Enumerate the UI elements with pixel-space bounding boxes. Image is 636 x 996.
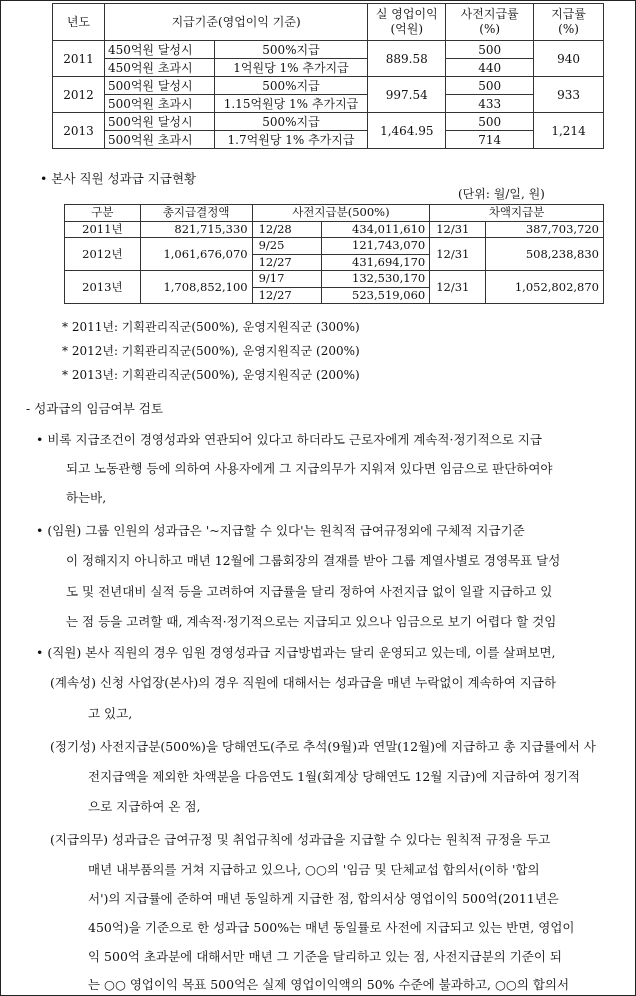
body-line: (정기성) 사전지급분(500%)을 당해연도(주로 추석(9월)과 연말(12월)에 지급하고 총 지급률에서 사 — [50, 739, 596, 754]
header-criteria: 지급기준(영업이익 기준) — [104, 4, 367, 41]
rule-cell: 500%지급 — [214, 113, 368, 131]
body-line: 는 ○○ 영업이익 목표 500억은 실제 영업이익액의 50% 수준에 불과하고, ○○의 합의서 — [88, 977, 570, 992]
date-cell: 12/28 — [252, 221, 322, 238]
total-cell: 821,715,330 — [140, 221, 252, 238]
bonus-criteria-table — [52, 3, 604, 149]
prepay-cell: 433 — [446, 95, 534, 113]
body-line: 익 500억 초과분에 대해서만 매년 그 기준을 달리하고 있는 점, 사전지급분의 기준이 되 — [88, 949, 562, 964]
condition-cell: 500억원 달성시 — [104, 77, 214, 95]
year-cell: 2012 — [53, 77, 105, 113]
year-cell: 2013년 — [65, 271, 141, 304]
amount-cell: 431,694,170 — [322, 254, 430, 271]
date-cell: 12/27 — [252, 254, 322, 271]
note-2012: * 2012년: 기획관리직군(500%), 운영지원직군 (200%) — [62, 344, 360, 358]
amount-cell: 132,530,170 — [322, 271, 430, 288]
condition-cell: 450억원 초과시 — [104, 59, 214, 77]
rule-cell: 1.7억원당 1% 추가지급 — [214, 131, 368, 149]
header-prepay-rate: 사전지급률 (%) — [446, 4, 534, 41]
date-cell: 9/25 — [252, 238, 322, 255]
unit-label: (단위: 월/일, 원) — [458, 187, 545, 201]
condition-cell: 500억원 달성시 — [104, 113, 214, 131]
date-cell: 9/17 — [252, 271, 322, 288]
staff-bonus-table — [64, 204, 604, 304]
table-header-row — [53, 4, 604, 41]
amount-cell: 434,011,610 — [322, 221, 430, 238]
date-cell: 12/27 — [252, 287, 322, 304]
prepay-cell: 500 — [446, 41, 534, 59]
date-cell: 12/31 — [430, 238, 486, 271]
rate-cell: 940 — [534, 41, 604, 77]
date-cell: 12/31 — [430, 221, 486, 238]
amount-cell: 523,519,060 — [322, 287, 430, 304]
body-line: 으로 지급하여 온 점, — [88, 799, 201, 814]
body-line: • (직원) 본사 직원의 경우 임원 경영성과급 지급방법과는 달리 운영되고 있는데, 이를 살펴보면, — [36, 645, 556, 660]
header-pay-rate: 지급률 (%) — [534, 4, 604, 41]
condition-cell: 500억원 초과시 — [104, 95, 214, 113]
year-cell: 2012년 — [65, 238, 141, 271]
review-heading: - 성과급의 임금여부 검토 — [26, 401, 163, 416]
note-2013: * 2013년: 기획관리직군(500%), 운영지원직군 (200%) — [62, 368, 360, 382]
rule-cell: 500%지급 — [214, 41, 368, 59]
diff-cell: 1,052,802,870 — [486, 271, 604, 304]
body-line: 매년 내부품의를 거쳐 지급하고 있으나, ○○의 '임금 및 단체교섭 합의서(이하 '합의 — [88, 862, 540, 877]
body-line: (지급의무) 성과급은 급여규정 및 취업규칙에 성과급을 지급할 수 있다는 원칙적 규정을 두고 — [50, 832, 551, 847]
body-line: 450억)을 기준으로 한 성과급 500%는 매년 동일률로 사전에 지급되고 있는 반면, 영업이 — [88, 920, 575, 935]
amount-cell: 121,743,070 — [322, 238, 430, 255]
year-cell: 2013 — [53, 113, 105, 149]
header-category: 구분 — [65, 205, 141, 222]
body-line: • (임원) 그룹 인원의 성과급은 '~지급할 수 있다'는 원칙적 급여규정외에 구체적 지급기준 — [36, 523, 525, 538]
table-row — [65, 271, 604, 288]
body-line: 되고 노동관행 등에 의하여 사용자에게 그 지급의무가 지워져 있다면 임금으로 판단하여야 — [66, 461, 553, 476]
body-line: 이 정해지지 아니하고 매년 12월에 그룹회장의 결재를 받아 그룹 계열사별로 경영목표 달성 — [66, 553, 561, 568]
body-line: • 비록 지급조건이 경영성과와 연관되어 있다고 하더라도 근로자에게 계속적·정기적으로 지급 — [36, 432, 542, 447]
table-row — [53, 41, 604, 59]
table-row — [53, 131, 604, 149]
table-row — [65, 238, 604, 255]
prepay-cell: 500 — [446, 113, 534, 131]
date-cell: 12/31 — [430, 271, 486, 304]
rule-cell: 1억원당 1% 추가지급 — [214, 59, 368, 77]
prepay-cell: 440 — [446, 59, 534, 77]
year-cell: 2011 — [53, 41, 105, 77]
header-profit: 실 영업이익 (억원) — [368, 4, 446, 41]
rule-cell: 500%지급 — [214, 77, 368, 95]
diff-cell: 508,238,830 — [486, 238, 604, 271]
year-cell: 2011년 — [65, 221, 141, 238]
body-line: 고 있고, — [88, 706, 133, 721]
body-line: 하는바, — [66, 490, 107, 505]
total-cell: 1,708,852,100 — [140, 271, 252, 304]
profit-cell: 889.58 — [368, 41, 446, 77]
profit-cell: 997.54 — [368, 77, 446, 113]
header-total: 총지급결정액 — [140, 205, 252, 222]
diff-cell: 387,703,720 — [486, 221, 604, 238]
body-line: 서')의 지급률에 준하여 매년 동일하게 지급한 점, 합의서상 영업이익 500억(2011년은 — [88, 891, 559, 906]
body-line: 는 점 등을 고려할 때, 계속적·정기적으로는 지급되고 있으나 임금으로 보기 어렵다 할 것임 — [66, 614, 557, 629]
rate-cell: 1,214 — [534, 113, 604, 149]
table-row — [53, 95, 604, 113]
section-title: • 본사 직원 성과급 지급현황 — [40, 171, 197, 186]
table-row — [53, 113, 604, 131]
header-diff: 차액지급분 — [430, 205, 604, 222]
body-line: 도 및 전년대비 실적 등을 고려하여 지급률을 달리 정하여 사전지급 없이 일괄 지급하고 있 — [66, 584, 553, 599]
note-2011: * 2011년: 기획관리직군(500%), 운영지원직군 (300%) — [62, 320, 360, 334]
table-row — [53, 77, 604, 95]
prepay-cell: 500 — [446, 77, 534, 95]
condition-cell: 450억원 달성시 — [104, 41, 214, 59]
body-line: (계속성) 신청 사업장(본사)의 경우 직원에 대해서는 성과급을 매년 누락없이 계속하여 지급하 — [50, 675, 557, 690]
header-prepay: 사전지급분(500%) — [252, 205, 430, 222]
header-year: 년도 — [53, 4, 105, 41]
rule-cell: 1.15억원당 1% 추가지급 — [214, 95, 368, 113]
body-line: 전지급액을 제외한 차액분을 다음연도 1월(회계상 당해연도 12월 지급)에 지급하여 정기적 — [88, 769, 580, 784]
table-row — [53, 59, 604, 77]
rate-cell: 933 — [534, 77, 604, 113]
table-row — [65, 221, 604, 238]
table-header-row — [65, 205, 604, 222]
prepay-cell: 714 — [446, 131, 534, 149]
condition-cell: 500억원 초과시 — [104, 131, 214, 149]
profit-cell: 1,464.95 — [368, 113, 446, 149]
total-cell: 1,061,676,070 — [140, 238, 252, 271]
